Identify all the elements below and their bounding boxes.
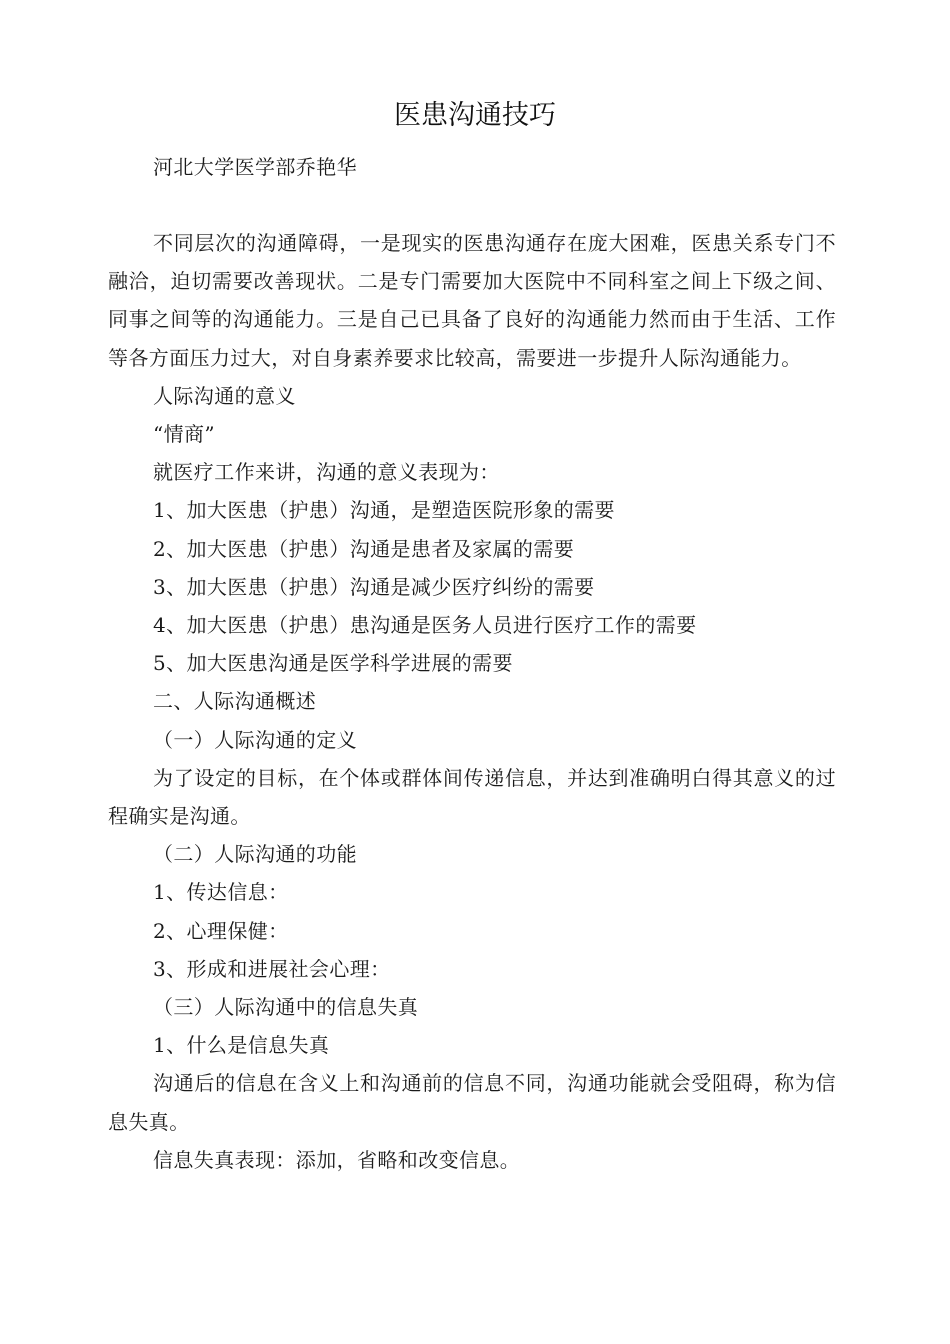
list-item-meaning-5: 5、加大医患沟通是医学科学进展的需要 (153, 651, 513, 676)
section-heading-overview: 二、人际沟通概述 (153, 689, 317, 714)
list-item-meaning-3: 3、加大医患（护患）沟通是减少医疗纠纷的需要 (153, 574, 595, 599)
list-item-function-1: 1、传达信息： (153, 880, 289, 905)
list-item-meaning-1: 1、加大医患（护患）沟通，是塑造医院形象的需要 (153, 498, 615, 523)
document-author: 河北大学医学部乔艳华 (153, 155, 357, 179)
document-title: 医患沟通技巧 (394, 100, 556, 131)
subsection-heading-distortion: （三）人际沟通中的信息失真 (153, 995, 419, 1020)
paragraph-meaning-intro: 就医疗工作来讲，沟通的意义表现为： (153, 460, 500, 485)
paragraph-intro: 不同层次的沟通障碍，一是现实的医患沟通存在庞大困难，医患关系专门不融洽，迫切需要改善现状。二是专门需要加大医院中不同科室之间上下级之间、同事之间等的沟通能力。三是自己已具备了良好的沟通能力然而由于生活、工作等各方面压力过大，对自身素养要求比较高，需要进一步提升人际沟通能力。 (108, 231, 836, 370)
list-item-distortion-1: 1、什么是信息失真 (153, 1033, 330, 1058)
list-item-function-3: 3、形成和进展社会心理： (153, 956, 391, 981)
paragraph-definition: 为了设定的目标，在个体或群体间传递信息，并达到准确明白得其意义的过程确实是沟通。 (108, 765, 836, 829)
paragraph-distortion-forms: 信息失真表现：添加，省略和改变信息。 (153, 1147, 521, 1172)
document-body (108, 224, 836, 1179)
list-item-function-2: 2、心理保健： (153, 918, 289, 943)
paragraph-heading-meaning: 人际沟通的意义 (153, 383, 296, 408)
paragraph-eq: “情商” (153, 422, 216, 447)
paragraph-distortion-definition: 沟通后的信息在含义上和沟通前的信息不同，沟通功能就会受阻碍，称为信息失真。 (108, 1071, 836, 1134)
subsection-heading-function: （二）人际沟通的功能 (153, 842, 357, 867)
list-item-meaning-2: 2、加大医患（护患）沟通是患者及家属的需要 (153, 536, 575, 561)
list-item-meaning-4: 4、加大医患（护患）患沟通是医务人员进行医疗工作的需要 (153, 613, 697, 638)
subsection-heading-definition: （一）人际沟通的定义 (153, 727, 357, 752)
